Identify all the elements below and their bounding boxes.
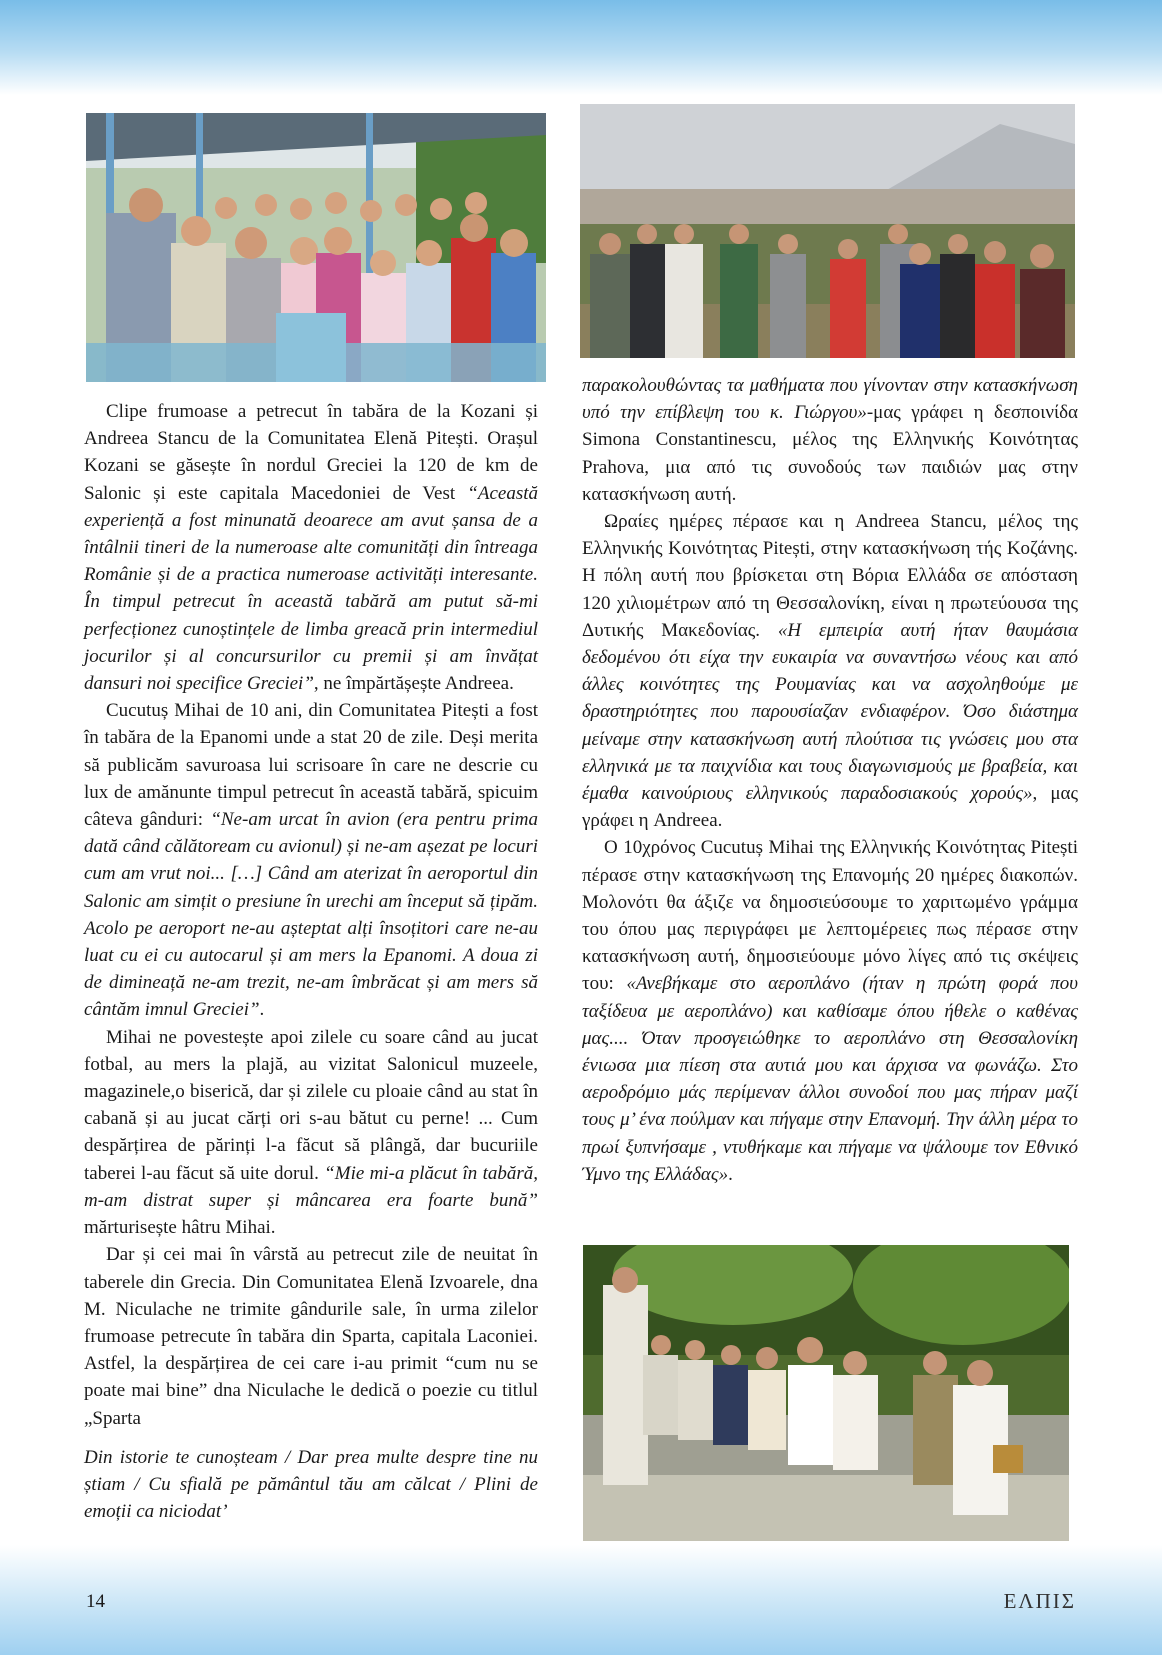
page-number: 14 xyxy=(86,1591,105,1612)
footer-gradient-band xyxy=(0,1545,1162,1655)
paragraph-mihai-ro: Mihai ne povestește apoi zilele cu soare când au jucat fotbal, au mers la plajă, au vizitat Salonicul muzeele, magazinele,o biserică, dar și zilele cu ploaie când au stat în cabană și au jucat cărți ori s-au bătut cu perne! ... Cum despărțirea de părinți l-a făcut să plângă, dar bucuriile taberei l-au făcut să uite dorul. “Mie mi-a plăcut în tabără, m-am distrat super și mâncarea era foarte bună” mărturisește hâtru Mihai. xyxy=(84,1026,538,1239)
paragraph-epanomi-ro: Cucutuș Mihai de 10 ani, din Comunitatea Pitești a fost în tabăra de la Epanomi unde a stat 20 de zile. Deși merita să publicăm savuroasa lui scrisoare în care ne descrie cu lux de amănunte timpul petrecut în această tabără, spicuim câteva gânduri: “Ne-am urcat în avion (era pentru prima dată când călătoream cu avionul) și ne-am așezat pe locuri cum am vrut noi... […] Când am aterizat în aeroportul din Salonic am simțit o presiune în urechi am început să țipăm. Acolo pe aeroport ne-au așteptat alți însoțitori care ne-au luat cu ei cu autocarul și am mers la Epanomi. A doua zi de dimineață ne-am trezit, ne-am îmbrăcat și am mers să cântăm imnul Greciei”. xyxy=(84,700,538,1021)
paragraph-prahova-gr: παρακολουθώντας τα μαθήματα που γίνονταν στην κατασκήνωση υπό την επίβλεψη του κ. Γιώργου»-μας γράφει η δεσποινίδα Simona Constantinescu, μέλος της Ελληνικής Κοινότητας Prahova, μια από τις συνοδούς των παιδιών μας στην κατασκήνωση αυτή. xyxy=(582,375,1078,505)
paragraph-kozani-gr: Ωραίες ημέρες πέρασε και η Andreea Stancu, μέλος της Ελληνικής Κοινότητας Pitești, στην κατασκήνωση τής Κοζάνης. Η πόλη αυτή που βρίσκεται στη Βόρια Ελλάδα σε απόσταση 120 χιλιομέτρων από τη Θεσσαλονίκη, είναι η πρωτεύουσα της Δυτικής Μακεδονίας. «Η εμπειρία αυτή ήταν θαυμάσια δεδομένου ότι είχα την ευκαιρία να συναντήσω νέους και από άλλες κοινότητες της Ρουμανίας και να ασχοληθούμε με δραστηριότητες που παρουσίαζαν ενδιαφέρον. Όσο διάστημα μείναμε στην κατασκήνωση αυτή πλούτισα τις γνώσεις μου στα ελληνικά με τα παιχνίδια και τους διαγωνισμούς με βραβεία, και έμαθα καινούριους ελληνικούς παραδοσιακούς χορούς», μας γράφει η Andreea. xyxy=(582,511,1078,832)
seniors-seated-photo xyxy=(583,1245,1069,1541)
poem-verse: Din istorie te cunoșteam / Dar prea multe despre tine nu știam / Cu sfială pe pământul tău am călcat / Plini de emoții ca niciodat’ xyxy=(84,1446,538,1523)
paragraph-kozani-ro: Clipe frumoase a petrecut în tabăra de la Kozani și Andreea Stancu de la Comunitatea Elenă Pitești. Orașul Kozani se găsește în nordul Greciei la 120 de km de Salonic și este capitala Macedoniei de Vest “Această experiență a fost minunată deoarece am avut șansa de a întâlnii tineri de la numeroase alte comunități din întreaga Românie și de a practica numeroase activități interesante. În timpul petrecut în această tabără am putut să-mi perfecționez cunoștințele de limba greacă prin intermediul jocurilor și al concursurilor cu premii și am învățat dansuri noi specifice Greciei”, ne împărtășește Andreea. xyxy=(84,401,538,695)
header-gradient-band xyxy=(0,0,1162,95)
magazine-name: ΕΛΠΙΣ xyxy=(1003,1589,1076,1613)
paragraph-epanomi-gr: Ο 10χρόνος Cucutuș Mihai της Ελληνικής Κοινότητας Pitești πέρασε στην κατασκήνωση της Επανομής 20 ημέρες διακοπών. Μολονότι θα άξιζε να δημοσιεύσουμε το χαριτωμένο γράμμα του όπου μας περιγράφει με λεπτομέρειες πως πέρασε στην κατασκήνωση αυτή, δημοσιεύουμε μόνο λίγες από τις σκέψεις του: «Ανεβήκαμε στο αεροπλάνο (ήταν η πρώτη φορά που ταξίδευα με αεροπλάνο) και καθίσαμε όπου ήθελε ο καθένας μας.... Όταν προσγειώθηκε το αεροπλάνο στη Θεσσαλονίκη ένιωσα μια πίεση στα αυτιά μου και άρχισα να φωνάζω. Στο αεροδρόμιο μάς περίμεναν άλλοι συνοδοί που μας πήραν μαζί τους μ’ ένα πούλμαν και πήγαμε στην Επανομή. Την άλλη μέρα το πρωί ξυπνήσαμε , ντυθήκαμε και πήγαμε να ψάλουμε τον Εθνικό Ύμνο της Ελλάδας». xyxy=(582,837,1078,1185)
paragraph-sparta-ro: Dar și cei mai în vârstă au petrecut zile de neuitat în taberele din Grecia. Din Comunitatea Elenă Izvoarele, dna M. Niculache ne trimite gândurile sale, în urma zilelor frumoase petrecute în tabăra din Sparta, capitala Laconiei. Astfel, la despărțirea de cei care i-au primit “cum nu se poate mai bine” dna Niculache le dedică o poezie cu titlul „Sparta xyxy=(84,1244,538,1429)
right-text-column xyxy=(582,372,1078,1188)
adults-hilltop-photo xyxy=(580,104,1075,358)
children-group-photo xyxy=(86,113,546,382)
left-text-column xyxy=(84,398,538,1525)
